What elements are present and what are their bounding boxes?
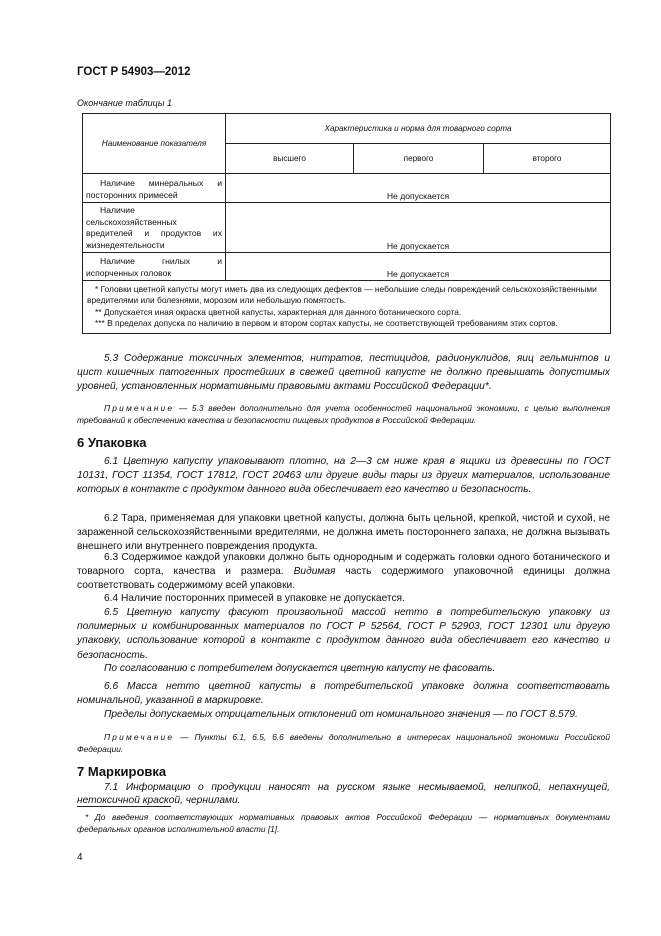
paragraph-6-5-agreement: По согласованию с потребителем допускается цветную капусту не фасовать.: [104, 663, 496, 674]
paragraph-6-6-limits: Пределы допускаемых отрицательных отклонений от номинального значения — по ГОСТ 8.579.: [104, 709, 578, 720]
paragraph-5-3: 5.3 Содержание токсичных элементов, нитратов, пестицидов, радионуклидов, яиц гельминтов и цист кишечных патогенных простейших в свежей цветной капусте не должно превышать допустимых уровней, установленных нормативными правовыми актами Российской Федерации*.: [77, 353, 610, 393]
paragraph-6-3-emphasis: Видимая: [293, 566, 336, 578]
document-header: ГОСТ Р 54903—2012: [77, 66, 191, 78]
row-name: [83, 174, 226, 203]
note-label: Примечание: [104, 732, 175, 742]
table-row: [83, 174, 611, 203]
paragraph-6-2: 6.2 Тара, применяемая для упаковки цветной капусты, должна быть цельной, крепкой, чистой и сухой, не зараженной сельскохозяйственными вредителями, не должна иметь постороннего запаха, не должна вызывать внешнего или внутреннего повреждения продукта.: [77, 513, 610, 553]
column-header-grade: второго: [484, 144, 611, 174]
note-label: Примечание: [104, 403, 175, 413]
paragraph-6-3-part: 6.3 Содержимое каждой упаковки должно быть однородным и содержать головки одного ботанического и товарного сорта, качества и размера.: [77, 552, 610, 578]
paragraph-6-5: 6.5 Цветную капусту фасуют произвольной массой нетто в потребительскую упаковку из полимерных и комбинированных материалов по ГОСТ Р 52564, ГОСТ Р 52903, ГОСТ 12301 или другую упаковку, использование которой в контакте с продуктом данного вида обеспечивает его качество и безопасность.: [77, 607, 610, 661]
row-name-text: Наличие сельскохозяйственных вредителей и продуктов их жизнедеятельности: [86, 205, 222, 250]
row-name-text: Наличие гнилых и испорченных головок: [86, 256, 222, 278]
paragraph-6-6: 6.6 Масса нетто цветной капусты в потребительской упаковке должна соответствовать номинальной, указанной в маркировке.: [77, 681, 610, 707]
paragraph-6-3-part: часть содержимого упаковочной единицы должна соответствовать содержимому всей упаковки.: [77, 566, 611, 592]
row-name: [83, 203, 226, 253]
table-row: [83, 253, 611, 281]
table-footnotes: [83, 281, 611, 334]
table-footnote: ** Допускается иная окраска цветной капусты, характерная для данного ботанического сорта.: [95, 306, 462, 317]
page-footnote: * До введения соответствующих нормативных правовых актов Российской Федерации — нормативных документами федеральных органов исполнительной власти [1].: [77, 812, 610, 834]
column-header-grade: первого: [354, 144, 484, 174]
table-footnotes-row: [83, 281, 611, 334]
quality-table: [82, 113, 611, 334]
note-text: — 5.3 введен дополнительно для учета особенностей национальной экономики, с целью выполнения требований к обеспечению качества и безопасности пищевых продуктов в Российской Федерации.: [77, 403, 610, 425]
paragraph-6-1: 6.1 Цветную капусту упаковывают плотно, на 2—3 см ниже края в ящики из древесины по ГОСТ 10131, ГОСТ 11354, ГОСТ 17812, ГОСТ 20463 или другие виды тары из других материалов, использование которых в контакте с продуктом данного вида обеспечивает его качество и безопасность.: [77, 456, 610, 496]
note-text: — Пункты 6.1, 6.5, 6.6 введены дополнительно в интересах национальной экономики Российской Федерации.: [77, 732, 610, 754]
note-5-3: [77, 402, 610, 426]
table-footnote: * Головки цветной капусты могут иметь два из следующих дефектов — небольшие следы повреждений сельскохозяйственными вредителями или болезнями, морозом или небольшую помятость.: [87, 284, 597, 306]
page-number: 4: [77, 852, 83, 863]
column-header-name: Наименование показателя: [83, 114, 226, 174]
table-row: [83, 203, 611, 253]
footnote-divider: [77, 806, 171, 807]
section-heading-packaging: 6 Упаковка: [77, 435, 147, 450]
row-value: Не допускается: [226, 253, 611, 281]
row-name-text: Наличие минеральных и посторонних примесей: [86, 178, 222, 200]
paragraph-7-1: 7.1 Информацию о продукции наносят на русском языке несмываемой, нелипкой, непахнущей, нетоксичной краской, чернилами.: [77, 782, 610, 806]
paragraph-6-4: 6.4 Наличие посторонних примесей в упаковке не допускается.: [104, 593, 405, 604]
section-heading-marking: 7 Маркировка: [77, 764, 167, 779]
paragraph-6-3: [77, 551, 610, 594]
row-value: Не допускается: [226, 203, 611, 253]
row-value: Не допускается: [226, 174, 611, 203]
note-6: [77, 731, 610, 755]
column-header-characteristic: Характеристика и норма для товарного сорта: [226, 114, 611, 144]
column-header-grade: высшего: [226, 144, 354, 174]
table-caption: Окончание таблицы 1: [77, 98, 172, 108]
table-footnote: *** В пределах допуска по наличию в первом и втором сортах капусты, не соответствующей требованиям этих сортов.: [95, 318, 558, 329]
row-name: [83, 253, 226, 281]
